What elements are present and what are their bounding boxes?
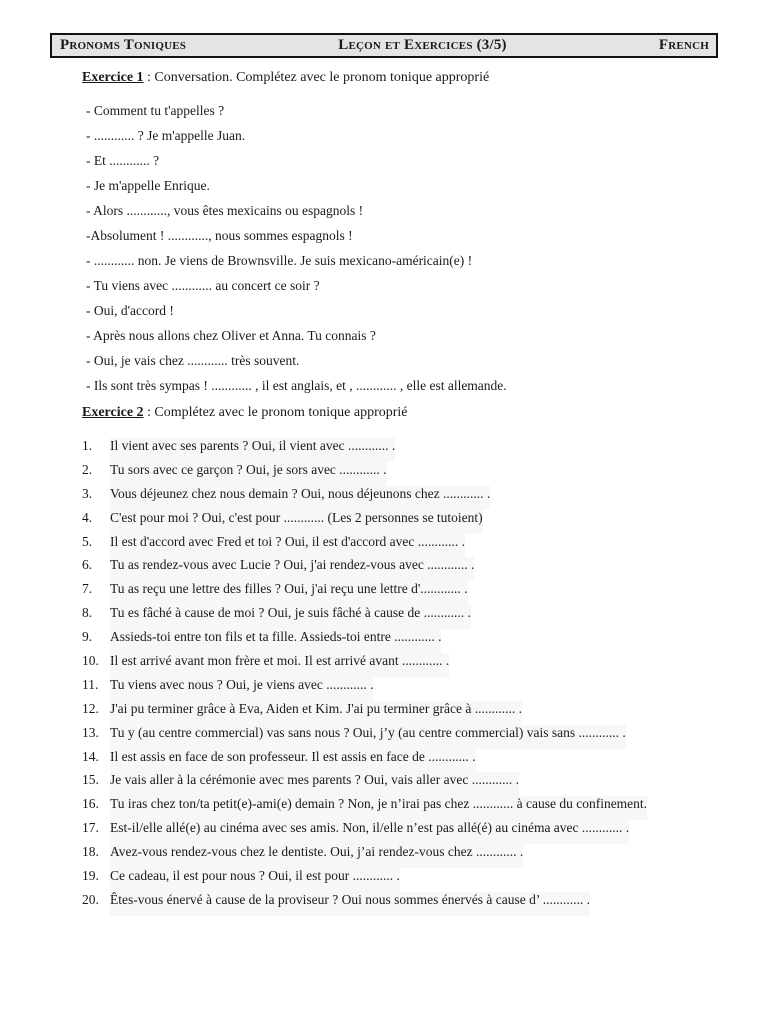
exercise1-title xyxy=(82,70,489,86)
item-text: Tu iras chez ton/ta petit(e)-ami(e) demain ? Non, je n’irai pas chez ............ à cause du confinement. xyxy=(110,796,647,820)
exercise-item xyxy=(82,438,647,462)
conversation-line: - Oui, je vais chez ............ très souvent. xyxy=(86,353,300,368)
item-number: 15. xyxy=(82,772,99,788)
item-text: C'est pour moi ? Oui, c'est pour ............ (Les 2 personnes se tutoient) xyxy=(110,510,483,534)
item-number: 16. xyxy=(82,796,99,812)
item-number: 13. xyxy=(82,724,99,740)
item-number: 2. xyxy=(82,461,93,477)
exercise-item xyxy=(82,772,647,796)
item-number: 20. xyxy=(82,891,99,907)
exercise-item xyxy=(82,725,647,749)
item-number: 14. xyxy=(82,748,99,764)
exercise2-label: Exercice 2 xyxy=(82,405,144,420)
exercise2-title xyxy=(82,405,408,421)
item-text: Vous déjeunez chez nous demain ? Oui, nous déjeunons chez ............ . xyxy=(110,486,490,510)
item-number: 3. xyxy=(82,485,93,501)
exercise-item xyxy=(82,749,647,773)
item-text: Assieds-toi entre ton fils et ta fille. Assieds-toi entre ............ . xyxy=(110,629,441,653)
exercise1-label: Exercice 1 xyxy=(82,70,144,85)
conversation-line: - Et ............ ? xyxy=(86,153,160,168)
conversation-line: - ............ non. Je viens de Brownsville. Je suis mexicano-américain(e) ! xyxy=(86,253,473,268)
header-language: French xyxy=(658,37,709,53)
exercise-item xyxy=(82,677,647,701)
item-text: Il est d'accord avec Fred et toi ? Oui, il est d'accord avec ............ . xyxy=(110,534,465,558)
item-number: 6. xyxy=(82,557,93,573)
item-text: Tu sors avec ce garçon ? Oui, je sors avec ............ . xyxy=(110,462,387,486)
item-text: Il vient avec ses parents ? Oui, il vient avec ............ . xyxy=(110,438,395,462)
exercise-item xyxy=(82,557,647,581)
conversation-line: - Comment tu t'appelles ? xyxy=(86,103,225,118)
item-number: 4. xyxy=(82,509,93,525)
header-bar xyxy=(50,33,718,58)
item-text: Il est arrivé avant mon frère et moi. Il est arrivé avant ............ . xyxy=(110,653,449,677)
exercise-item xyxy=(82,892,647,916)
item-text: Tu viens avec nous ? Oui, je viens avec ............ . xyxy=(110,677,373,701)
item-number: 10. xyxy=(82,653,99,669)
exercise-item xyxy=(82,820,647,844)
conversation-line: - Après nous allons chez Oliver et Anna. Tu connais ? xyxy=(86,328,376,343)
conversation-line: - Je m'appelle Enrique. xyxy=(86,178,210,193)
header-lesson: Leçon et Exercices (3/5) xyxy=(338,37,507,53)
item-number: 17. xyxy=(82,820,99,836)
exercise-item xyxy=(82,581,647,605)
item-text: Tu as reçu une lettre des filles ? Oui, j'ai reçu une lettre d'............ . xyxy=(110,581,468,605)
item-number: 7. xyxy=(82,581,93,597)
exercise2-instruction: : Complétez avec le pronom tonique approprié xyxy=(143,405,408,420)
item-number: 12. xyxy=(82,700,99,716)
item-number: 1. xyxy=(82,438,93,453)
item-number: 11. xyxy=(82,676,99,692)
exercise-item xyxy=(82,534,647,558)
item-text: J'ai pu terminer grâce à Eva, Aiden et Kim. J'ai pu terminer grâce à ............ . xyxy=(110,701,522,725)
conversation-line: - Tu viens avec ............ au concert ce soir ? xyxy=(86,278,320,293)
header-topic: Pronoms Toniques xyxy=(60,37,187,53)
exercise-item xyxy=(82,462,647,486)
exercise-item xyxy=(82,868,647,892)
exercise-item xyxy=(82,701,647,725)
item-number: 19. xyxy=(82,868,99,884)
conversation-line: - Ils sont très sympas ! ............ , il est anglais, et , ............ , elle est allemande. xyxy=(86,378,507,393)
exercise-item xyxy=(82,844,647,868)
conversation-line: - Alors ............, vous êtes mexicains ou espagnols ! xyxy=(86,203,364,218)
exercise-item xyxy=(82,629,647,653)
item-text: Tu es fâché à cause de moi ? Oui, je suis fâché à cause de ............ . xyxy=(110,605,471,629)
exercise-item xyxy=(82,605,647,629)
exercise-item xyxy=(82,796,647,820)
exercise1-instruction: : Conversation. Complétez avec le pronom tonique approprié xyxy=(143,70,490,85)
conversation-line: - Oui, d'accord ! xyxy=(86,303,174,318)
item-text: Il est assis en face de son professeur. Il est assis en face de ............ . xyxy=(110,749,476,773)
conversation-list xyxy=(86,102,507,402)
exercise2-list xyxy=(82,438,647,916)
item-text: Tu as rendez-vous avec Lucie ? Oui, j'ai rendez-vous avec ............ . xyxy=(110,557,474,581)
conversation-line: - ............ ? Je m'appelle Juan. xyxy=(86,128,246,143)
item-number: 5. xyxy=(82,533,93,549)
item-text: Avez-vous rendez-vous chez le dentiste. Oui, j’ai rendez-vous chez ............ . xyxy=(110,844,523,868)
item-text: Est-il/elle allé(e) au cinéma avec ses amis. Non, il/elle n’est pas allé(é) au cinéma avec ............ . xyxy=(110,820,629,844)
item-number: 8. xyxy=(82,605,93,621)
item-text: Tu y (au centre commercial) vas sans nous ? Oui, j’y (au centre commercial) vais sans ............ . xyxy=(110,725,626,749)
item-text: Êtes-vous énervé à cause de la proviseur ? Oui nous sommes énervés à cause d’ ............ . xyxy=(110,892,590,916)
exercise-item xyxy=(82,486,647,510)
item-number: 18. xyxy=(82,844,99,860)
exercise-item xyxy=(82,510,647,534)
conversation-line: -Absolument ! ............, nous sommes espagnols ! xyxy=(86,228,353,243)
item-text: Je vais aller à la cérémonie avec mes parents ? Oui, vais aller avec ............ . xyxy=(110,772,519,796)
item-number: 9. xyxy=(82,629,93,645)
item-text: Ce cadeau, il est pour nous ? Oui, il est pour ............ . xyxy=(110,868,400,892)
exercise-item xyxy=(82,653,647,677)
